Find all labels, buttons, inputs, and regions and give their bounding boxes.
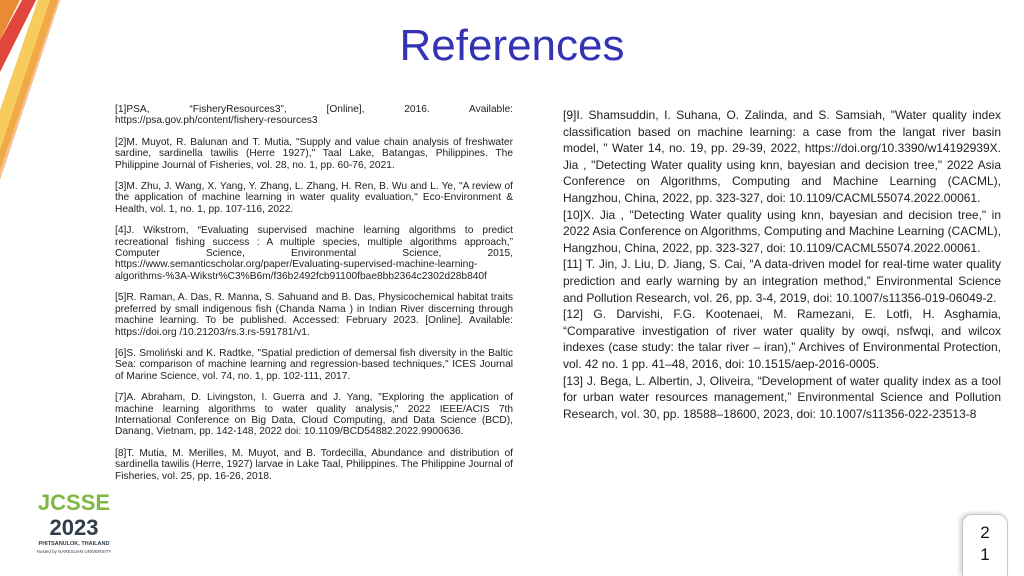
reference-item: [8]T. Mutia, M. Merilles, M. Muyot, and B. Tordecilla, Abundance and distribution of sardinella tawilis (Herre, 1927) larvae in Lake Taal, Philippines. The Philippine Journal of Fisheries, vol. 25, pp. 16-26, 2018. (115, 447, 513, 482)
reference-item: [7]A. Abraham, D. Livingston, I. Guerra and J. Yang, "Exploring the application of machine learning algorithms to water quality analysis," 2022 IEEE/ACIS 7th International Conference on Big Data, Cloud Computing, and Data Science (BCD), Danang, Vietnam, pp. 142-148, 2022 doi: 10.1109/BCD54882.2022.9900636. (115, 392, 513, 438)
logo-host: Hosted by NARESUAN UNIVERSITY (36, 549, 112, 554)
reference-item: [4]J. Wikstrom, “Evaluating supervised machine learning algorithms to predict recreational fishing success : A multiple species, multiple algorithms approach,” Computer Science, Environmental Science, 2015, https://www.semanticscholar.org/paper/Evaluating-supervised-machine-learning-algorithms-%3A-Wikstr%C3%B6m/f36b2492fcb91100fbae8bb2364c2302d28b840f (115, 225, 513, 282)
references-right-column (563, 107, 1001, 422)
reference-item: [6]S. Smoliński and K. Radtke, "Spatial prediction of demersal fish diversity in the Baltic Sea: comparison of machine learning and regression-based techniques," ICES Journal of Marine Science, vol. 74, no. 1, pp. 102-111, 2017. (115, 347, 513, 382)
reference-item: [2]M. Muyot, R. Balunan and T. Mutia, "Supply and value chain analysis of freshwater sardine, sardinella tawilis (Herre 1927)," Taal Lake, Batangas, Philippines. The Philippine Journal of Fisheries, vol. 28, no. 1, pp. 60-76, 2021. (115, 136, 513, 171)
conference-logo (28, 488, 120, 560)
reference-item: [3]M. Zhu, J. Wang, X. Yang, Y. Zhang, L. Zhang, H. Ren, B. Wu and L. Ye, "A review of the application of machine learning in water quality evaluation," Eco-Environment & Health, vol. 1, no. 1, pp. 107-116, 2022. (115, 181, 513, 215)
reference-item: [12] G. Darvishi, F.G. Kootenaei, M. Ramezani, E. Lotfi, H. Asghamia, “Comparative investigation of river water quality by owqi, nsfwqi, and wilcox indexes (case study: the talar river – iran),” Archives of Environmental Protection, vol. 42 no. 1 pp. 41–48, 2016, doi: 10.1515/aep-2016-0005. (563, 307, 1001, 371)
page-number-badge (962, 514, 1008, 576)
reference-item: [10]X. Jia , "Detecting Water quality using knn, bayesian and decision tree," in 2022 Asia Conference on Algorithms, Computing and Machine Learning (CACML), Hangzhou, China, 2022, pp. 323-327, doi: 10.1109/CACML55074.2022.00061. (563, 207, 1001, 255)
reference-item: [1]PSA, “FisheryResources3”, [Online], 2016. Available: https://psa.gov.ph/content/fishery-resources3 (115, 104, 513, 127)
page-number-line1: 2 (980, 523, 990, 542)
page-number-line2: 1 (980, 545, 990, 564)
logo-subtitle: PHITSANULOK, THAILAND (38, 541, 110, 547)
reference-item: [9]I. Shamsuddin, I. Suhana, O. Zalinda, and S. Samsiah, "Water quality index classification based on machine learning: a case from the langat river basin model, " Water 14, no. 19, pp. 29-39, 2022, https://doi.org/10.3390/w14192939X. Jia , "Detecting Water quality using knn, bayesian and decision tree," 2022 Asia Conference on Algorithms, Computing and Machine Learning (CACML), Hangzhou, China, 2022, pp. 323-327, doi: 10.1109/CACML55074.2022.00061. (563, 108, 1001, 205)
reference-item: [5]R. Raman, A. Das, R. Manna, S. Sahuand and B. Das, Physicochemical habitat traits preferred by small indigenous fish (Chanda Nama ) in Indian River discerning through machine learning. To be published. Accessed: February 2023. [Online]. Available: https://doi.org /10.21203/rs.3.rs-591781/v1. (115, 292, 513, 338)
logo-text-top: JCSSE (37, 490, 111, 515)
reference-item: [13] J. Bega, L. Albertin, J, Oliveira, “Development of water quality index as a tool for urban water resources management,” Environmental Science and Pollution Research, vol. 30, pp. 18588–18600, 2023, doi: 10.1007/s11356-022-23513-8 (563, 373, 1001, 421)
slide-title: References (399, 21, 625, 70)
logo-year: 2023 (49, 515, 99, 540)
references-left-column (115, 104, 513, 492)
reference-item: [11] T. Jin, J. Liu, D. Jiang, S. Cai, “A data-driven model for real-time water quality prediction and early warning by an integration method,” Environmental Science and Pollution Research, vol. 26, pp. 3-4, 2019, doi: 10.1007/s11356-019-06049-2. (563, 257, 1001, 305)
